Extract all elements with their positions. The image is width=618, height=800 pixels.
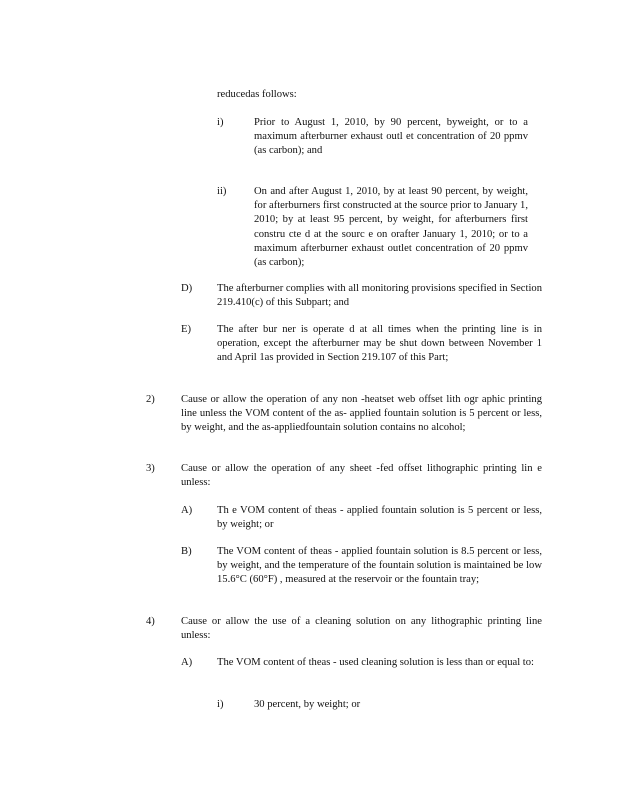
item-marker: A) [181,657,193,668]
item-text: The VOM content of theas - used cleaning solution is less than or equal to: [217,657,534,668]
item-text: 30 percent, by weight; or [254,699,361,710]
item-marker: 3) [146,463,155,474]
item-text: Cause or allow the operation of any sheet -fed offset lithographic printing lin e unless: [181,463,542,489]
item-text: The afterburner complies with all monitoring provisions specified in Section 219.410(c) of this Subpart; and [217,283,542,309]
item-marker: i) [217,117,224,128]
item-marker: E) [181,324,191,335]
item-marker: 4) [146,616,155,627]
item-marker: B) [181,546,192,557]
item-marker: ii) [217,186,227,197]
item-text: On and after August 1, 2010, by at least 90 percent, by weight, for afterburners first constructed at the source prior to January 1, 2010; by at least 95 percent, by weight, for afterburners first constru cte d at the sourc e on orafter January 1, 2010; or to a maximum afterburner exhaust outlet concentration of 20 ppmv (as carbon); [254,186,528,269]
item-marker: i) [217,699,224,710]
item-text: Prior to August 1, 2010, by 90 percent, byweight, or to a maximum afterburner exhaust outl et concentration of 20 ppmv (as carbon); and [254,117,528,157]
intro-text: reducedas follows: [217,89,297,100]
item-text: The VOM content of theas - applied fountain solution is 8.5 percent or less, by weight, and the temperature of the fountain solution is maintained be low 15.6°C (60°F) , measured at the reservoir or the fountain tray; [217,546,542,586]
item-text: The after bur ner is operate d at all times when the printing line is in operation, except the afterburner may be shut down between November 1 and April 1as provided in Section 219.107 of this Part; [217,324,542,364]
item-text: Cause or allow the use of a cleaning solution on any lithographic printing line unless: [181,616,542,642]
item-text: Th e VOM content of theas - applied fountain solution is 5 percent or less, by weight; or [217,505,542,531]
item-marker: D) [181,283,193,294]
item-text: Cause or allow the operation of any non -heatset web offset lith ogr aphic printing line unless the VOM content of the as- applied fountain solution is 5 percent or less, by weight, and the as-appliedfountain solution contains no alcohol; [181,394,542,434]
item-marker: 2) [146,394,155,405]
item-marker: A) [181,505,193,516]
